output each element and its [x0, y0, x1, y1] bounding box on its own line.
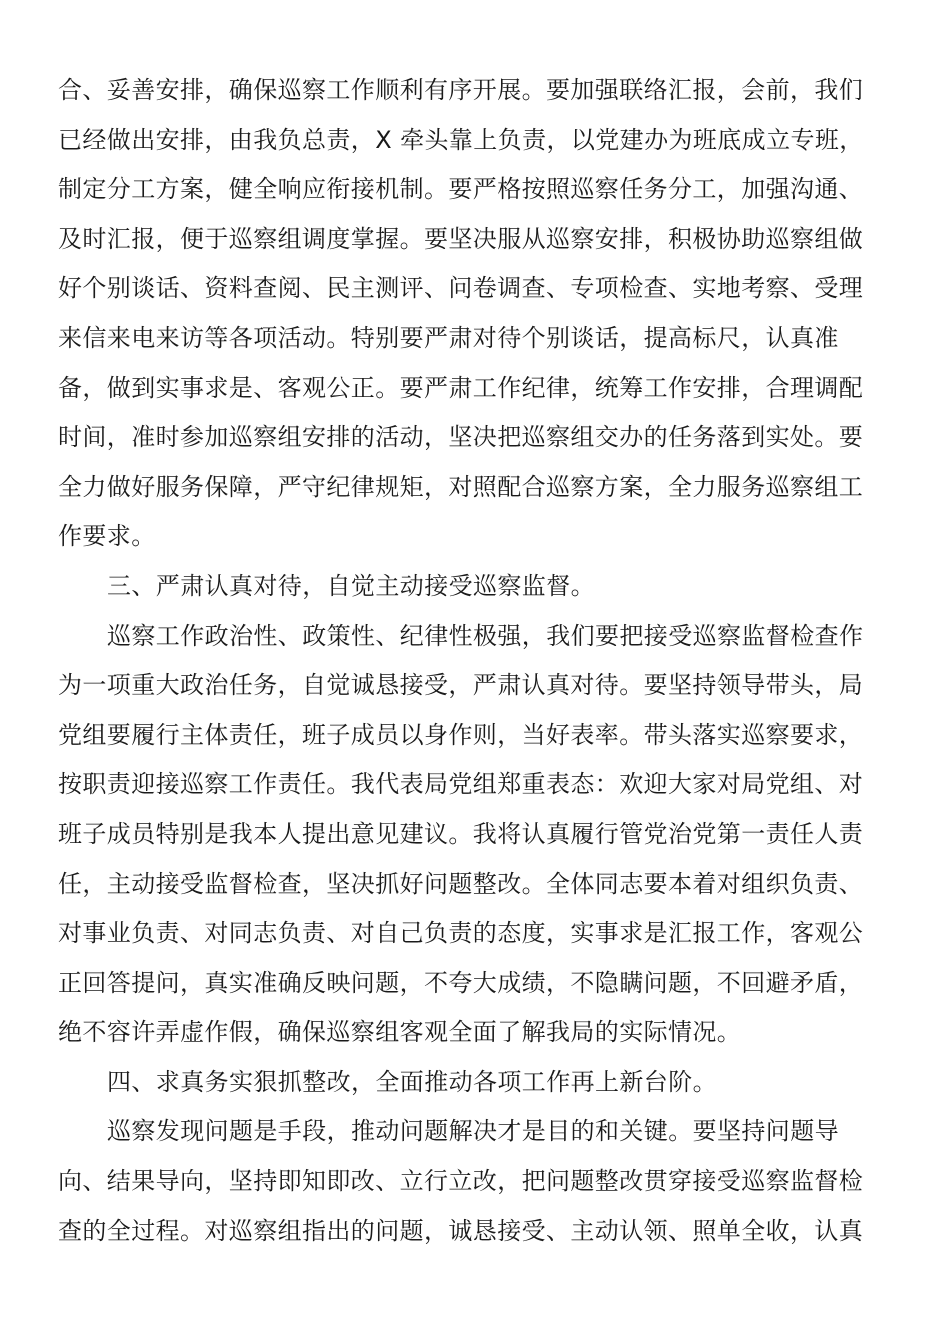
text-line: 来信来电来访等各项活动。特别要严肃对待个别谈话，提高标尺，认真准 — [58, 323, 839, 352]
section-heading-3: 三、严肃认真对待，自觉主动接受巡察监督。 — [107, 571, 595, 600]
paragraph-first-line: 巡察发现问题是手段，推动问题解决才是目的和关键。要坚持问题导 — [107, 1117, 839, 1146]
text-line: 向、结果导向，坚持即知即改、立行立改，把问题整改贯穿接受巡察监督检 — [58, 1167, 864, 1196]
text-line: 备，做到实事求是、客观公正。要严肃工作纪律，统筹工作安排，合理调配 — [58, 373, 864, 402]
text-line: 为一项重大政治任务，自觉诚恳接受，严肃认真对待。要坚持领导带头，局 — [58, 671, 864, 700]
text-line: 按职责迎接巡察工作责任。我代表局党组郑重表态：欢迎大家对局党组、对 — [58, 770, 864, 799]
text-line: 及时汇报，便于巡察组调度掌握。要坚决服从巡察安排，积极协助巡察组做 — [58, 224, 864, 253]
text-line: 班子成员特别是我本人提出意见建议。我将认真履行管党治党第一责任人责 — [58, 819, 864, 848]
text-line: 作要求。 — [58, 522, 156, 551]
text-line: 好个别谈话、资料查阅、民主测评、问卷调查、专项检查、实地考察、受理 — [58, 274, 864, 303]
section-heading-4: 四、求真务实狠抓整改，全面推动各项工作再上新台阶。 — [107, 1067, 717, 1096]
text-line: 对事业负责、对同志负责、对自己负责的态度，实事求是汇报工作，客观公 — [58, 919, 864, 948]
text-line: 合、妥善安排，确保巡察工作顺利有序开展。要加强联络汇报，会前，我们 — [58, 76, 864, 104]
paragraph-first-line: 巡察工作政治性、政策性、纪律性极强，我们要把接受巡察监督检查作 — [107, 621, 864, 650]
text-line: 时间，准时参加巡察组安排的活动，坚决把巡察组交办的任务落到实处。要 — [58, 423, 864, 452]
text-line: 全力做好服务保障，严守纪律规矩，对照配合巡察方案，全力服务巡察组工 — [58, 472, 864, 501]
text-line: 绝不容许弄虚作假，确保巡察组客观全面了解我局的实际情况。 — [58, 1018, 742, 1047]
text-line: 已经做出安排，由我负总责，X 牵头靠上负责，以党建办为班底成立专班， — [58, 125, 864, 154]
text-line: 查的全过程。对巡察组指出的问题，诚恳接受、主动认领、照单全收，认真 — [58, 1216, 864, 1245]
document-body — [58, 66, 892, 1256]
text-line: 党组要履行主体责任，班子成员以身作则，当好表率。带头落实巡察要求， — [58, 720, 864, 749]
text-line: 正回答提问，真实准确反映问题，不夸大成绩，不隐瞒问题，不回避矛盾， — [58, 968, 864, 997]
text-line: 制定分工方案，健全响应衔接机制。要严格按照巡察任务分工，加强沟通、 — [58, 175, 864, 204]
text-line: 任，主动接受监督检查，坚决抓好问题整改。全体同志要本着对组织负责、 — [58, 869, 864, 898]
